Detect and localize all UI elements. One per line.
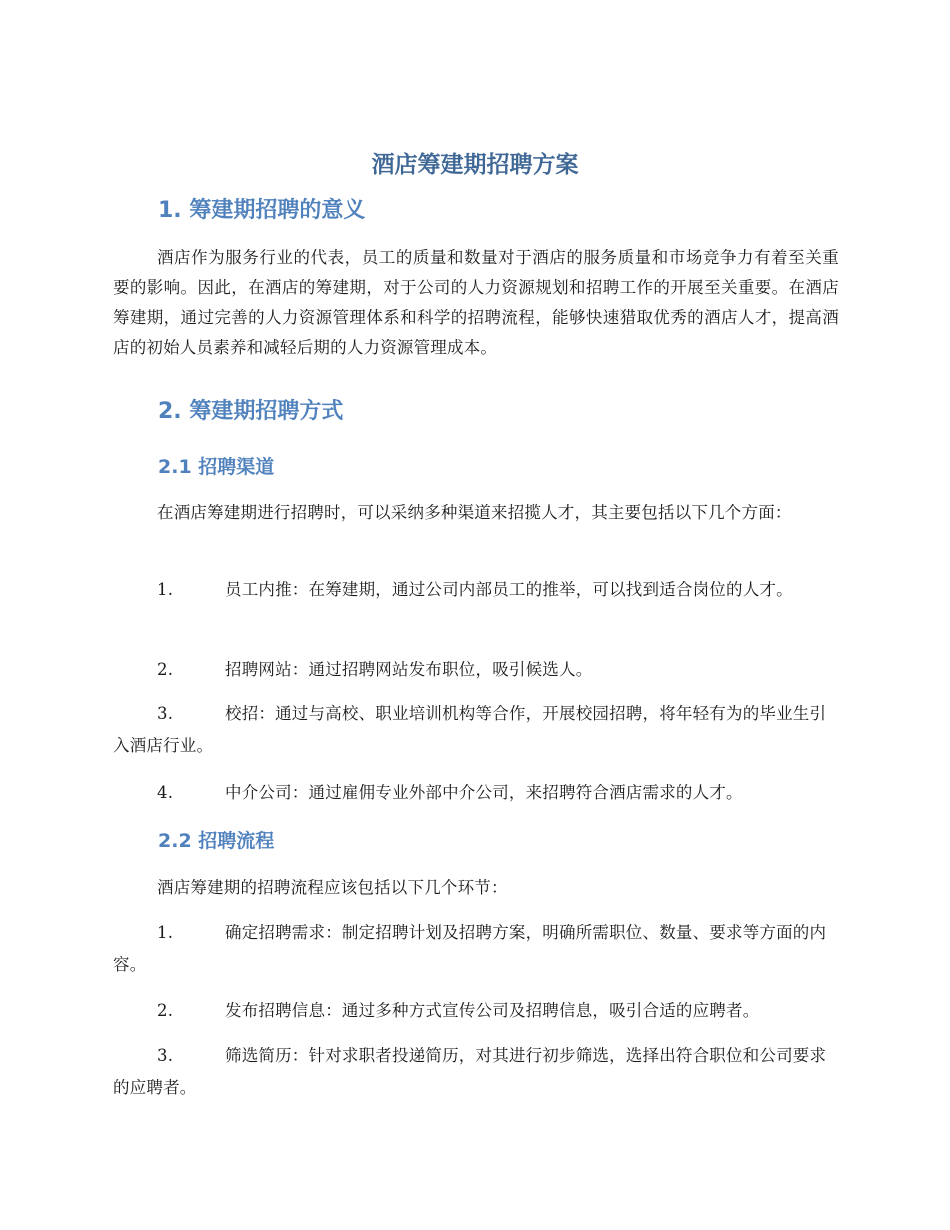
list-item-number: 1.	[157, 580, 174, 599]
list-item-text: 校招：通过与高校、职业培训机构等合作，开展校园招聘，将年轻有为的毕业生引入酒店行业。	[113, 704, 827, 755]
list-item-number: 3.	[157, 704, 174, 723]
section-1-heading: 1. 筹建期招聘的意义	[158, 198, 366, 223]
section-2-heading: 2. 筹建期招聘方式	[158, 399, 344, 424]
list-item-text: 员工内推：在筹建期，通过公司内部员工的推举，可以找到适合岗位的人才。	[225, 580, 793, 599]
list-item-text: 招聘网站：通过招聘网站发布职位，吸引候选人。	[225, 660, 593, 679]
section-2-2-heading: 2.2 招聘流程	[158, 830, 275, 852]
channel-list-item	[113, 776, 839, 810]
section-1-paragraph: 酒店作为服务行业的代表，员工的质量和数量对于酒店的服务质量和市场竞争力有着至关重要的影响。因此，在酒店的筹建期，对于公司的人力资源规划和招聘工作的开展至关重要。在酒店筹建期，通过完善的人力资源管理体系和科学的招聘流程，能够快速猎取优秀的酒店人才，提高酒店的初始人员素养和减轻后期的人力资源管理成本。	[113, 248, 839, 357]
channel-list-item	[113, 574, 839, 606]
process-intro-paragraph: 酒店筹建期的招聘流程应该包括以下几个环节：	[157, 878, 508, 897]
process-list-item	[113, 994, 839, 1028]
section-2-1-heading: 2.1 招聘渠道	[158, 456, 275, 478]
process-list-item	[113, 1040, 839, 1104]
list-item-text: 筛选简历：针对求职者投递简历，对其进行初步筛选，选择出符合职位和公司要求的应聘者。	[113, 1046, 827, 1097]
list-item-text: 中介公司：通过雇佣专业外部中介公司，来招聘符合酒店需求的人才。	[225, 783, 743, 802]
channels-intro-paragraph: 在酒店筹建期进行招聘时，可以采纳多种渠道来招揽人才，其主要包括以下几个方面：	[157, 503, 792, 522]
process-list-item	[113, 917, 839, 981]
document-title: 酒店筹建期招聘方案	[371, 152, 579, 178]
channel-list-item	[113, 653, 839, 687]
list-item-number: 3.	[157, 1046, 174, 1065]
list-item-number: 1.	[157, 923, 174, 942]
list-item-text: 确定招聘需求：制定招聘计划及招聘方案，明确所需职位、数量、要求等方面的内容。	[113, 923, 827, 974]
channel-list-item	[113, 698, 839, 762]
list-item-number: 4.	[157, 783, 174, 802]
list-item-number: 2.	[157, 1001, 174, 1020]
list-item-number: 2.	[157, 660, 174, 679]
list-item-text: 发布招聘信息：通过多种方式宣传公司及招聘信息，吸引合适的应聘者。	[225, 1001, 760, 1020]
